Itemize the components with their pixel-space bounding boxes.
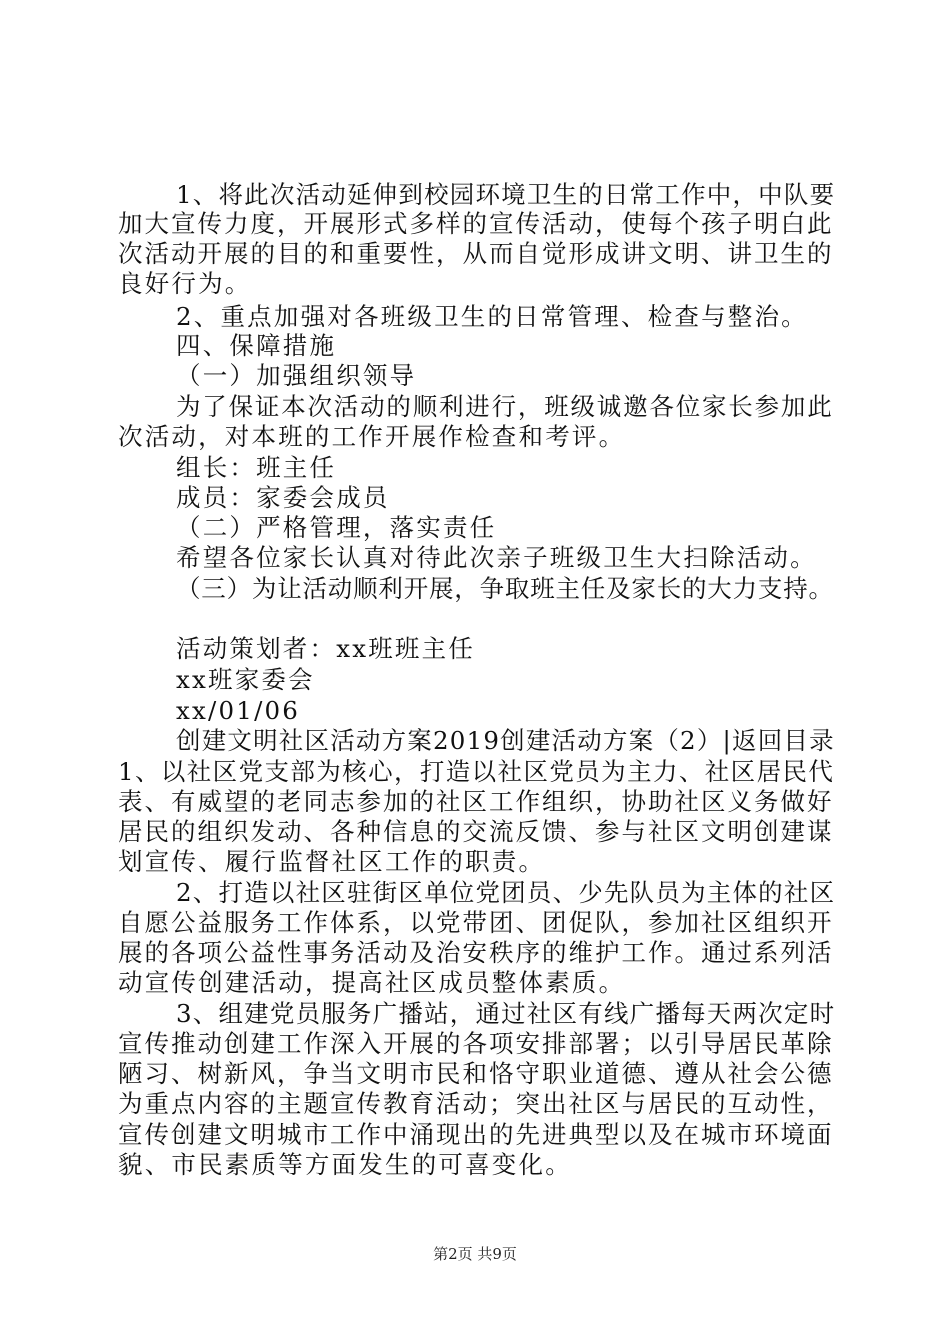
paragraph-line: 1、以社区党支部为核心，打造以社区党员为主力、社区居民代 bbox=[118, 757, 835, 786]
paragraph-line: 次活动开展的目的和重要性，从而自觉形成讲文明、讲卫生的 bbox=[118, 239, 834, 268]
paragraph-line: 宣传推动创建工作深入开展的各项安排部署；以引导居民革除 bbox=[118, 1029, 834, 1058]
paragraph-line: 成员：家委会成员 bbox=[176, 483, 390, 512]
paragraph-line: 组长：班主任 bbox=[176, 453, 337, 482]
subsection-heading: （三）为让活动顺利开展，争取班主任及家长的大力支持。 bbox=[176, 574, 834, 603]
paragraph-line: 2、重点加强对各班级卫生的日常管理、检查与整治。 bbox=[176, 302, 808, 331]
paragraph-line: 自愿公益服务工作体系，以党带团、团促队，参加社区组织开 bbox=[118, 908, 834, 937]
paragraph-line: 居民的组织发动、各种信息的交流反馈、参与社区文明创建谋 bbox=[118, 817, 834, 846]
page-number-footer: 第2页 共9页 bbox=[433, 1245, 517, 1263]
paragraph-line: 动宣传创建活动，提高社区成员整体素质。 bbox=[118, 968, 626, 997]
paragraph-line: 希望各位家长认真对待此次亲子班级卫生大扫除活动。 bbox=[176, 543, 817, 572]
paragraph-line: 宣传创建文明城市工作中涌现出的先进典型以及在城市环境面 bbox=[118, 1120, 834, 1149]
date-line: xx/01/06 bbox=[176, 696, 301, 725]
paragraph-line: 良好行为。 bbox=[118, 269, 252, 298]
subsection-heading: （一）加强组织领导 bbox=[176, 361, 417, 390]
paragraph-line: 貌、市民素质等方面发生的可喜变化。 bbox=[118, 1150, 572, 1179]
paragraph-line: 2、打造以社区驻街区单位党团员、少先队员为主体的社区 bbox=[176, 878, 836, 907]
signature-line: xx班家委会 bbox=[176, 665, 315, 694]
paragraph-line: 3、组建党员服务广播站，通过社区有线广播每天两次定时 bbox=[176, 999, 836, 1028]
paragraph-line: 加大宣传力度，开展形式多样的宣传活动，使每个孩子明白此 bbox=[118, 209, 834, 238]
paragraph-line: 1、将此次活动延伸到校园环境卫生的日常工作中，中队要 bbox=[176, 180, 836, 209]
section-heading: 四、保障措施 bbox=[176, 331, 337, 360]
paragraph-line: 划宣传、履行监督社区工作的职责。 bbox=[118, 847, 546, 876]
subsection-heading: （二）严格管理，落实责任 bbox=[176, 513, 497, 542]
paragraph-line: 展的各项公益性事务活动及治安秩序的维护工作。通过系列活 bbox=[118, 938, 834, 967]
paragraph-line: 为重点内容的主题宣传教育活动；突出社区与居民的互动性， bbox=[118, 1089, 834, 1118]
paragraph-line: 表、有威望的老同志参加的社区工作组织，协助社区义务做好 bbox=[118, 787, 834, 816]
document-title-line: 创建文明社区活动方案2019创建活动方案（2）|返回目录 bbox=[176, 726, 835, 755]
paragraph-line: 为了保证本次活动的顺利进行，班级诚邀各位家长参加此 bbox=[176, 392, 834, 421]
paragraph-line: 陋习、树新风，争当文明市民和恪守职业道德、遵从社会公德 bbox=[118, 1059, 834, 1088]
signature-line: 活动策划者：xx班班主任 bbox=[176, 634, 476, 663]
paragraph-line: 次活动，对本班的工作开展作检查和考评。 bbox=[118, 422, 626, 451]
